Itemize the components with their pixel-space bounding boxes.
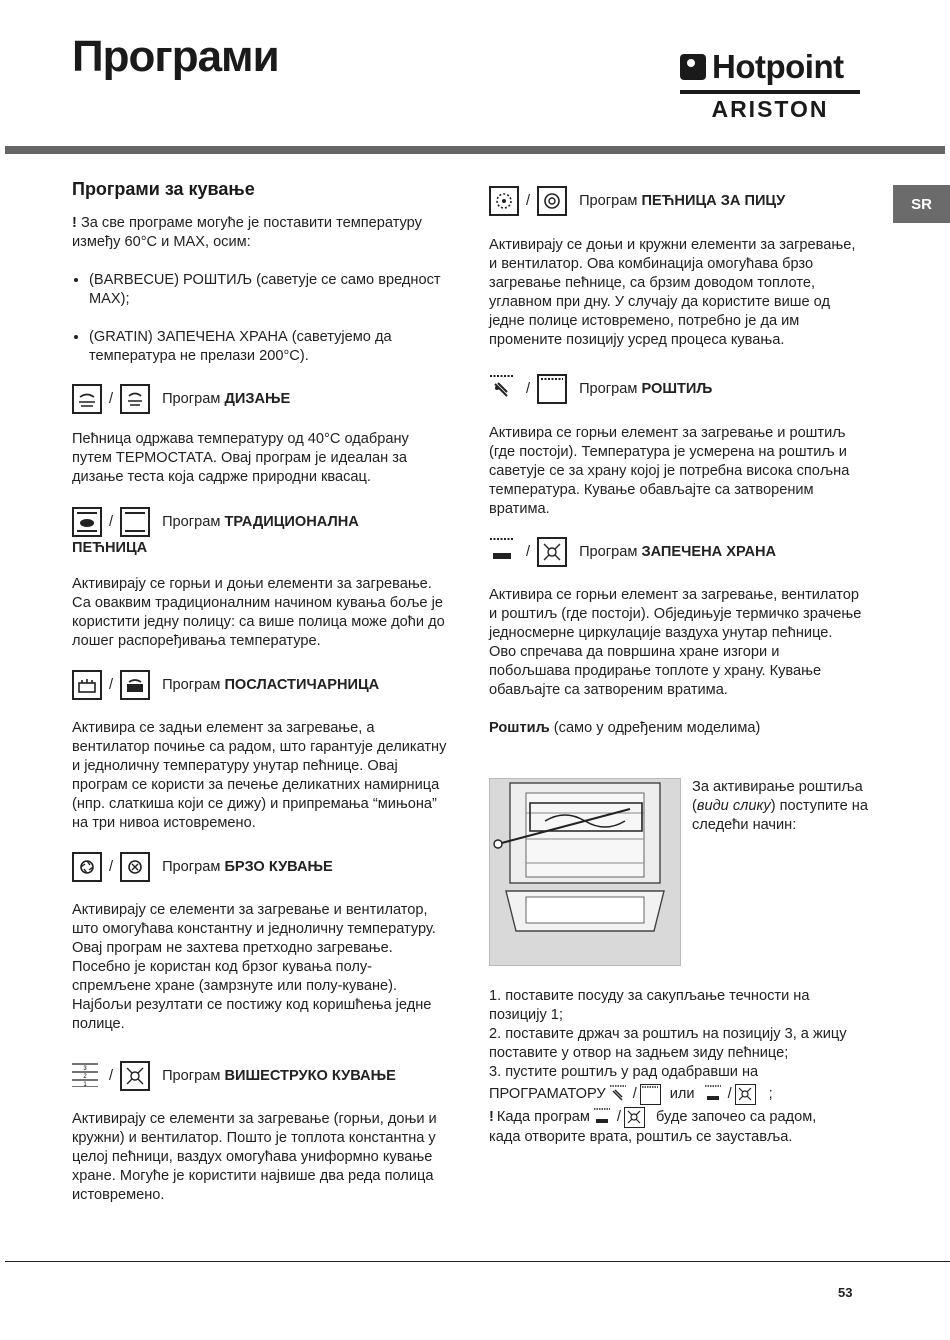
rotisserie-figure [489,778,681,966]
program-description: Активирају се доњи и кружни елементи за загревање, и вентилатор. Ова комбинација омогућава брзо загревање пећнице, са брзим доводом топлоте, углавном при дну. У случају да користите више од једне полице истовремено, потребно је да им промените позицију усред процеса кувања. [489,237,856,348]
intro-note: ! За све програме могуће је поставити температуру између 60°C и MAX, осим: [72,215,422,250]
program-name: ЗАПЕЧЕНА ХРАНА [641,543,777,560]
page-title: Програми [72,32,279,81]
pizza-fan-icon [537,186,567,216]
gratin-small-icon [593,1107,614,1128]
grill-icon [489,374,519,404]
fast-cooking-icon [72,852,102,882]
program-description: Активирају се елементи за загревање (горњи, доњи и кружни) и вентилатор. Пошто је топлота константна у целој пећници, ваздух омогућава униформно кување хране. Могуће је користити највише два реда полица истовремено. [72,1111,437,1203]
step-item: 1. поставите посуду за сакупљање течности на позицију 1; [489,988,810,1023]
program-fast-header: / Програм БРЗО КУВАЊЕ [72,852,447,882]
pizza-icon [489,186,519,216]
program-gratin-header: / Програм ЗАПЕЧЕНА ХРАНА [489,537,864,567]
pastry-fan-icon [120,670,150,700]
top-grill-small-icon [640,1084,661,1105]
gratin-fan-icon [537,537,567,567]
svg-text:3: 3 [83,1066,87,1072]
brand-name: Hotpoint [712,48,844,85]
header-divider [5,146,945,154]
gratin-icon [489,537,519,567]
rotisserie-intro: За активирање роштиља (види слику) поступите на следећи начин: [692,779,868,833]
pastry-icon [72,670,102,700]
program-pastry-header: / Програм ПОСЛАСТИЧАРНИЦА [72,670,447,700]
step-item: 2. поставите држач за роштиљ на позицију 3, а жицу поставите у отвор на задњем зиду пећнице; [489,1026,847,1061]
rising-icon [72,384,102,414]
program-name: ВИШЕСТРУКО КУВАЊЕ [224,1067,396,1084]
list-item: • (BARBECUE) РОШТИЉ (саветује се само вредност MAX); [89,271,447,309]
program-description: Активирају се горњи и доњи елементи за загревање. Са оваквим традиционалним начином кувања боље је користити једну полицу: са више полица може доћи до лошег распоређивања температуре. [72,576,445,649]
exceptions-list [72,271,447,366]
program-traditional-header: / Програм ТРАДИЦИОНАЛНА [72,507,447,537]
program-description: Активира се задњи елемент за загревање, а вентилатор почиње са радом, што гарантује деликатну и једноличну температуру унутар пећнице. Овај програм се користи за печење деликатних намирница (нпр. слаткиша који се дижу) и припремања “мињона” на три нивоа истовремено. [72,720,447,831]
brand-sub: ARISTON [711,96,829,122]
program-multi-header: 3 2 1 / Програм ВИШЕСТРУКО КУВАЊЕ [72,1061,447,1091]
program-description: Пећница одржава температуру од 40°C одабрану путем ТЕРМОСТАТА. Овај програм је идеалан за дизање теста која садрже природни квасац. [72,431,409,485]
rotisserie-heading: Роштиљ (само у одређеним моделима) [489,720,761,736]
footer-divider [5,1261,950,1262]
program-description: Активирају се елементи за загревање и вентилатор, што омогућава константну и једноличну температуру. Овај програм не захтева претходно загревање. Посебно је користан код брзог кувања полу-спремљене хране (замрзнуте или полу-куване). Најбољи резултати се постижу код коришћења једне полице. [72,902,436,1032]
programmer-line: ПРОГРАМАТОРУ / или / ; [489,1084,864,1105]
fan-small-icon [624,1107,645,1128]
program-description-cont: Ово спречава да површина хране изгори и побољшава продирање топлоте у храну. Кување обављајте са затвореним вратима. [489,644,822,698]
program-name: ПОСЛАСТИЧАРНИЦА [224,676,380,693]
svg-text:1: 1 [83,1082,87,1087]
gratin-small-icon [704,1084,725,1105]
page-number: 53 [838,1285,853,1300]
svg-text:2: 2 [83,1074,87,1080]
warning-line-cont: када отворите врата, роштиљ се зауставља. [489,1129,793,1145]
warning-line: ! Када програм / буде започео са радом, [489,1107,864,1128]
rotisserie-steps [489,987,864,1147]
right-column [489,186,864,738]
brand-mark-icon [680,54,706,80]
step-item: 3. пустите роштиљ у рад одабравши на [489,1064,759,1080]
multi-cooking-icon [72,1061,102,1091]
program-description: Активира се горњи елемент за загревање, вентилатор и роштиљ (где постоји). Обједињује термичко зрачење једносмерне циркулације ваздуха унутар пећнице. [489,587,862,641]
fan-small-icon [735,1084,756,1105]
fan-icon [120,1061,150,1091]
program-name: ТРАДИЦИОНАЛНА [224,513,359,530]
program-rising-header: / Програм ДИЗАЊЕ [72,384,447,414]
grill-small-icon [609,1084,630,1105]
language-tab: SR [893,185,950,223]
program-name-cont: ПЕЋНИЦА [72,540,148,556]
top-grill-icon [537,374,567,404]
fast-cooking-fan-icon [120,852,150,882]
top-bottom-heat-icon [120,507,150,537]
rising-fan-icon [120,384,150,414]
brand-logo [680,48,860,123]
program-pizza-header: / Програм ПЕЋНИЦА ЗА ПИЦУ [489,186,864,216]
program-name: РОШТИЉ [641,380,713,397]
program-name: ДИЗАЊЕ [224,390,291,407]
program-description: Активира се горњи елемент за загревање и роштиљ (где постоји). Температура је усмерена на роштиљ и саветује се за храну којој је потребна висока спољна температура. Кување обављајте са затвореним вратима. [489,425,850,517]
program-name: БРЗО КУВАЊЕ [224,858,333,875]
left-column [72,180,447,1205]
section-heading: Програми за кување [72,179,255,199]
program-grill-header: / Програм РОШТИЉ [489,374,864,404]
program-name: ПЕЋНИЦА ЗА ПИЦУ [641,192,786,209]
list-item: • (GRATIN) ЗАПЕЧЕНА ХРАНА (саветујемо да температура не прелази 200°C). [89,328,447,366]
traditional-oven-icon [72,507,102,537]
